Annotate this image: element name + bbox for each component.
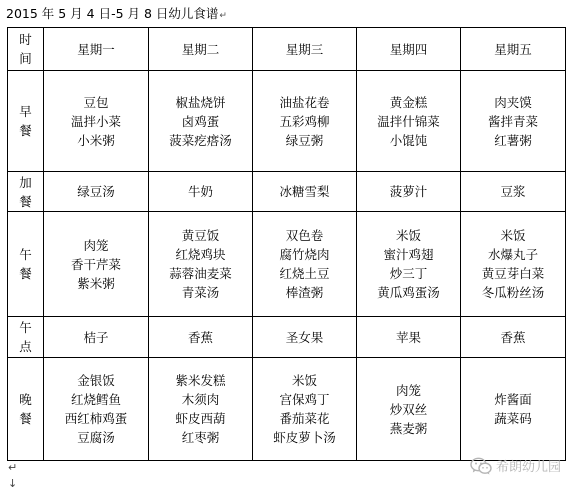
day-header-tuesday (149, 28, 253, 71)
dish-item: 苹果 (395, 329, 421, 345)
dinner-row (8, 358, 566, 461)
menu-cell (357, 212, 461, 317)
row-label-line: 午 (19, 320, 32, 335)
corner-label-line: 间 (19, 51, 32, 66)
dish-item: 冬瓜粉丝汤 (481, 285, 545, 300)
dish-item: 青菜汤 (181, 285, 220, 300)
dish-item: 棒渣粥 (285, 285, 324, 300)
row-label-line: 早 (19, 104, 32, 119)
menu-cell (149, 172, 253, 212)
dish-item: 温拌小菜 (70, 113, 121, 129)
dish-item: 香蕉 (500, 329, 526, 345)
day-header-wednesday (253, 28, 357, 71)
meal-plan-table (7, 27, 566, 461)
dish-item: 炸酱面 (494, 392, 532, 407)
row-label-cell (8, 71, 44, 172)
dish-item: 红烧土豆 (279, 266, 330, 281)
dish-item: 酱拌青菜 (487, 113, 538, 129)
row-label-cell (8, 172, 44, 212)
dish-item: 西红柿鸡蛋 (64, 411, 128, 426)
afternoon-snack-row (8, 317, 566, 358)
corner-cell (8, 28, 44, 71)
dish-item: 米饭 (291, 373, 317, 388)
dish-item: 豆浆 (500, 184, 526, 199)
dish-item: 水爆丸子 (487, 247, 538, 262)
dish-item: 虾皮西葫 (175, 411, 226, 426)
menu-cell (461, 358, 566, 461)
menu-cell (149, 358, 253, 461)
row-label-cell (8, 317, 44, 358)
dish-item: 蒜蓉油麦菜 (169, 266, 232, 281)
dish-item: 菠萝汁 (389, 184, 428, 199)
watermark-text: 希朗幼儿园 (495, 460, 561, 475)
row-label-cell (8, 358, 44, 461)
dish-item: 红烧鳕鱼 (70, 392, 121, 407)
dish-item: 双色卷 (285, 228, 324, 243)
menu-cell (461, 212, 566, 317)
menu-cell (461, 172, 566, 212)
title-text: 2015 年 5 月 4 日-5 月 8 日幼儿食谱 (6, 6, 219, 21)
menu-cell (44, 71, 149, 172)
dish-item: 红烧鸡块 (175, 247, 226, 262)
dish-item: 温拌什锦菜 (377, 113, 440, 129)
day-header-thursday (357, 28, 461, 71)
dish-item: 豆腐汤 (77, 430, 115, 445)
breakfast-row (8, 71, 566, 172)
dish-item: 五彩鸡柳 (279, 113, 330, 129)
menu-cell (253, 317, 357, 358)
menu-cell (149, 317, 253, 358)
dish-item: 紫米发糕 (175, 373, 226, 388)
row-label-line: 餐 (19, 266, 32, 281)
menu-cell (357, 71, 461, 172)
dish-item: 黄金糕 (389, 94, 428, 110)
dish-item: 红枣粥 (181, 430, 220, 445)
day-label: 星期四 (389, 41, 428, 57)
dish-item: 炒三丁 (389, 266, 428, 281)
dish-item: 香干芹菜 (70, 256, 121, 272)
dish-item: 腐竹烧肉 (279, 247, 330, 262)
dish-item: 米饭 (500, 228, 526, 243)
day-label: 星期二 (181, 41, 220, 57)
menu-cell (253, 212, 357, 317)
dish-item: 椒盐烧饼 (175, 94, 226, 110)
row-label-line: 午 (19, 247, 32, 262)
dish-item: 木须肉 (181, 392, 220, 407)
dish-item: 冰糖雪梨 (279, 184, 330, 199)
row-label-line: 餐 (19, 411, 32, 426)
dish-item: 燕麦粥 (389, 420, 428, 436)
menu-cell (357, 172, 461, 212)
header-row (8, 28, 566, 71)
row-label-line: 加 (19, 174, 32, 190)
dish-item: 黄瓜鸡蛋汤 (377, 285, 440, 300)
dish-item: 紫米粥 (77, 275, 115, 291)
paragraph-mark: ↓ (8, 477, 18, 490)
morning-snack-row (8, 172, 566, 212)
dish-item: 小米粥 (77, 132, 115, 148)
page-title (6, 6, 227, 24)
dish-item: 圣女果 (285, 329, 324, 345)
menu-cell (357, 358, 461, 461)
row-label-cell (8, 212, 44, 317)
account-watermark (470, 456, 561, 475)
lunch-row (8, 212, 566, 317)
menu-cell (357, 317, 461, 358)
dish-item: 肉笼 (83, 237, 109, 253)
paragraph-mark: ↵ (219, 11, 227, 21)
dish-item: 番茄菜花 (279, 411, 330, 426)
dish-item: 金银饭 (77, 373, 115, 388)
dish-item: 绿豆汤 (77, 184, 115, 199)
day-label: 星期三 (285, 41, 324, 57)
dish-item: 桔子 (83, 329, 109, 345)
row-label-line: 晚 (19, 392, 32, 407)
menu-cell (149, 212, 253, 317)
dish-item: 绿豆粥 (285, 132, 324, 148)
dish-item: 米饭 (395, 228, 421, 243)
day-label: 星期一 (77, 41, 115, 57)
menu-cell (44, 317, 149, 358)
menu-cell (44, 358, 149, 461)
dish-item: 虾皮萝卜汤 (273, 430, 336, 445)
menu-cell (253, 71, 357, 172)
menu-cell (461, 71, 566, 172)
menu-cell (253, 172, 357, 212)
dish-item: 宫保鸡丁 (279, 392, 330, 407)
row-label-line: 点 (19, 339, 32, 354)
dish-item: 炒双丝 (389, 401, 428, 417)
row-label-line: 餐 (19, 193, 32, 209)
menu-cell (461, 317, 566, 358)
dish-item: 肉夹馍 (494, 94, 532, 110)
dish-item: 红薯粥 (494, 132, 532, 148)
dish-item: 黄豆饭 (181, 228, 220, 243)
menu-cell (44, 172, 149, 212)
dish-item: 豆包 (83, 94, 109, 110)
dish-item: 黄豆芽白菜 (481, 266, 545, 281)
dish-item: 菠菜疙瘩汤 (169, 132, 232, 148)
menu-cell (44, 212, 149, 317)
dish-item: 蜜汁鸡翅 (383, 247, 434, 262)
day-header-monday (44, 28, 149, 71)
dish-item: 蔬菜码 (494, 411, 532, 426)
paragraph-mark: ↵ (8, 461, 18, 474)
wechat-icon (470, 457, 492, 475)
dish-item: 卤鸡蛋 (181, 113, 220, 129)
day-label: 星期五 (494, 41, 532, 57)
menu-cell (253, 358, 357, 461)
dish-item: 油盐花卷 (279, 94, 330, 110)
menu-cell (149, 71, 253, 172)
row-label-line: 餐 (19, 123, 32, 138)
dish-item: 小馄饨 (389, 132, 428, 148)
dish-item: 香蕉 (187, 329, 213, 345)
dish-item: 肉笼 (395, 382, 421, 398)
dish-item: 牛奶 (187, 184, 213, 199)
day-header-friday (461, 28, 566, 71)
corner-label-line: 时 (19, 32, 32, 47)
